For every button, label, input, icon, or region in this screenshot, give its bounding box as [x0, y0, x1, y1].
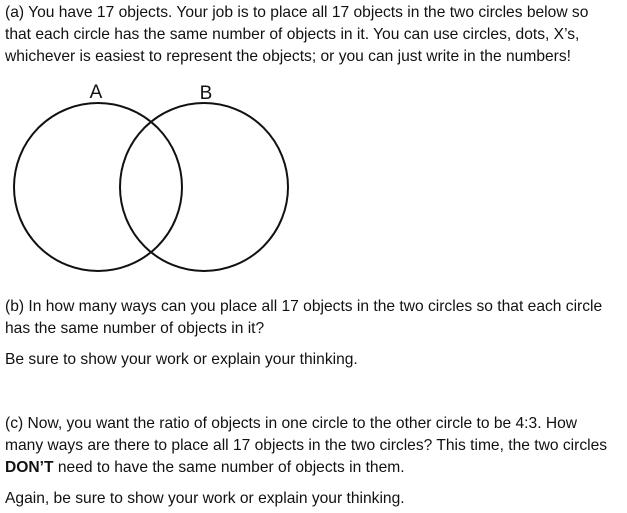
question-a-line-1: (a) You have 17 objects. Your job is to place all 17 objects in the two circles below so — [5, 4, 589, 21]
circle-a-label: A — [89, 82, 103, 103]
question-b-text — [5, 296, 626, 340]
circle-b-label: B — [199, 83, 213, 104]
question-a-line-2: that each circle has the same number of objects in it. You can use circles, dots, X’s, — [5, 26, 580, 43]
question-b-instruction: Be sure to show your work or explain your thinking. — [5, 351, 358, 368]
question-b-line-2: has the same number of objects in it? — [5, 320, 265, 337]
venn-diagram[interactable] — [0, 78, 300, 278]
question-c-instruction: Again, be sure to show your work or explain your thinking. — [5, 490, 405, 507]
question-a-line-3: whichever is easiest to represent the objects; or you can just write in the numbers! — [5, 48, 571, 65]
circle-a[interactable] — [14, 103, 182, 271]
question-c-line-3-rest: need to have the same number of objects in them. — [53, 459, 405, 476]
emphasis-dont: DON’T — [5, 459, 54, 476]
circle-b[interactable] — [120, 103, 288, 271]
question-c-text — [5, 413, 626, 479]
question-a-text — [5, 2, 626, 68]
question-c-line-2: many ways are there to place all 17 objects in the two circles? This time, the two circles — [5, 437, 608, 454]
question-b-line-1: (b) In how many ways can you place all 17 objects in the two circles so that each circle — [5, 298, 603, 315]
question-c-line-3 — [5, 457, 626, 479]
question-c-line-1: (c) Now, you want the ratio of objects in one circle to the other circle to be 4:3. How — [5, 415, 578, 432]
